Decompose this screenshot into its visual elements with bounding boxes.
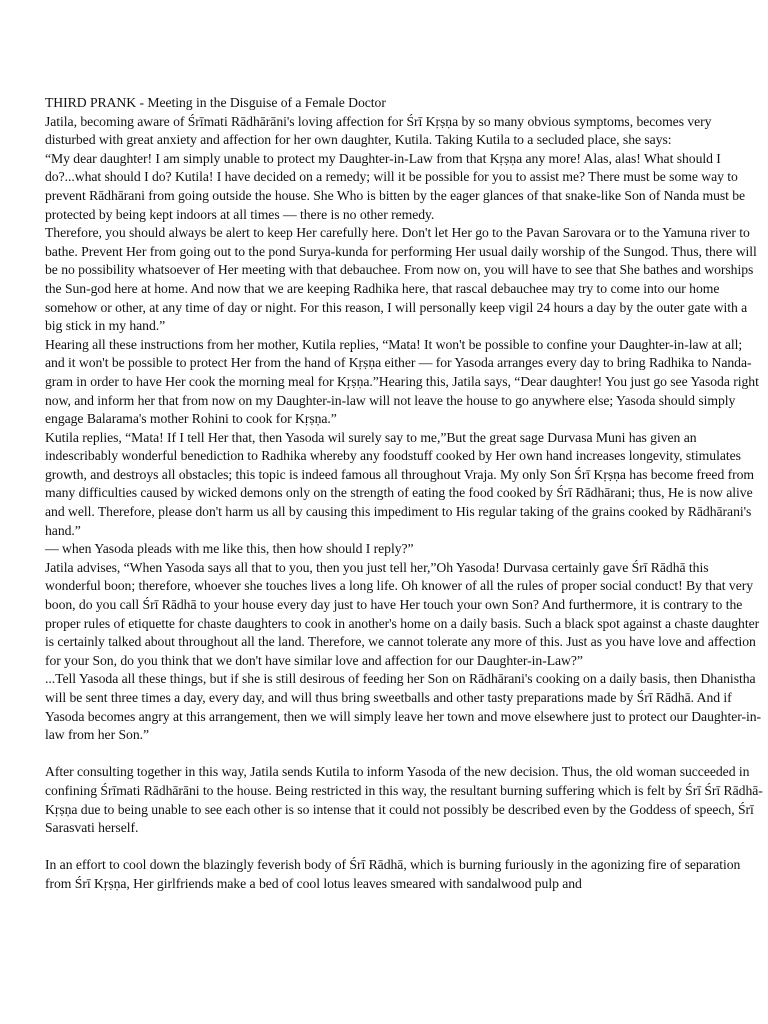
- paragraph-instructions: Therefore, you should always be alert to keep Her carefully here. Don't let Her go to the Pavan Sarovara or to the Yamuna river to bathe. Prevent Her from going out to the pond Surya-kunda for performing Her usual daily worship of the Sungod. Thus, there will be no possibility whatsoever of Her meeting with that debauchee. From now on, you will have to see that She bathes and worships the Sun-god here at home. And now that we are keeping Radhika here, that rascal debauchee may try to come into our home somehow or other, at any time of day or night. For this reason, I will personally keep vigil 24 hours a day by the outer gate with a big stick in my hand.”: [45, 225, 757, 334]
- paragraph-jatila-advises: Jatila advises, “When Yasoda says all that to you, then you just tell her,”Oh Yasoda! Durvasa certainly gave Śrī Rādhā this wonderful boon; therefore, whoever she touches lives a long life. Oh knower of all the rules of proper social conduct! By that very boon, do you call Śrī Rādhā to your house every day just to have Her touch your own Son? And furthermore, it is contrary to the proper rules of etiquette for chaste daughters to cook in another's home on a daily basis. Such a black spot against a chaste daughter is certainly talked about throughout all the land. Therefore, we cannot tolerate any more of this. Just as you have love and affection for your Son, do you think that we don't have similar love and affection for our Daughter-in-Law?”: [45, 559, 760, 668]
- paragraph-intro: Jatila, becoming aware of Śrīmati Rādhārāni's loving affection for Śrī Kṛṣṇa by so many obvious symptoms, becomes very disturbed with great anxiety and affection for her own daughter, Kutila. Taking Kutila to a secluded place, she says:: [45, 113, 712, 148]
- paragraph-durvasa-benediction: Kutila replies, “Mata! If I tell Her that, then Yasoda wil surely say to me,”But the great sage Durvasa Muni has given an indescribably wonderful benediction to Radhika whereby any foodstuff cooked by Her own hand increases longevity, stimulates growth, and destroys all obstacles; this topic is indeed famous all throughout Vraja. My only Son Śrī Kṛṣṇa has become freed from many difficulties caused by wicked demons only on the strength of eating the food cooked by Śrī Rādhārani; thus, He is now alive and well. Therefore, please don't harm us all by causing this impediment to His regular taking of the grains cooked by Rādhārani's hand.”: [45, 429, 755, 538]
- document-page: [45, 94, 765, 894]
- paragraph-cooling-effort: In an effort to cool down the blazingly feverish body of Śrī Rādhā, which is burning furiously in the agonizing fire of separation from Śrī Kṛṣṇa, Her girlfriends make a bed of cool lotus leaves smeared with sandalwood pulp and: [45, 857, 741, 891]
- paragraph-yasoda-pleads: — when Yasoda pleads with me like this, then how should I reply?”: [45, 541, 414, 557]
- paragraph-gap: [45, 838, 765, 857]
- paragraph-after-consulting: After consulting together in this way, Jatila sends Kutila to inform Yasoda of the new decision. Thus, the old woman succeeded in confining Śrīmati Rādhārāni to the house. Being restricted in this way, the resultant burning suffering which is felt by Śrī Śrī Rādhā-Kṛṣṇa due to being unable to see each other is so intense that it could not possibly be described even by the Goddess of speech, Śrī Sarasvati herself.: [45, 764, 763, 836]
- section-heading: THIRD PRANK - Meeting in the Disguise of a Female Doctor: [45, 95, 386, 110]
- paragraph-jatila-speech: “My dear daughter! I am simply unable to protect my Daughter-in-Law from that Kṛṣṇa any more! Alas, alas! What should I do?...what should I do? Kutila! I have decided on a remedy; will it be possible for you to assist me? There must be some way to prevent Rādhārani from going outside the house. She Who is bitten by the eager glances of that snake-like Son of Nanda must be protected by being kept indoors at all times — there is no other remedy.: [45, 150, 746, 222]
- paragraph-gap: [45, 745, 765, 764]
- paragraph-tell-yasoda: ...Tell Yasoda all these things, but if she is still desirous of feeding her Son on Rādhārani's cooking on a daily basis, then Dhanistha will be sent three times a day, every day, and will thus bring sweetballs and other tasty preparations made by Śrī Rādhā. And if Yasoda becomes angry at this arrangement, then we will simply leave her town and move elsewhere just to protect our Daughter-in-law from her Son.”: [45, 671, 762, 743]
- paragraph-kutila-reply: Hearing all these instructions from her mother, Kutila replies, “Mata! It won't be possible to confine your Daughter-in-law at all; and it won't be possible to protect Her from the hand of Kṛṣṇa either — for Yasoda arranges every day to bring Radhika to Nanda-gram in order to have Her cook the morning meal for Kṛṣṇa.”Hearing this, Jatila says, “Dear daughter! You just go see Yasoda right now, and inform her that from now on my Daughter-in-law will not leave the house to go anywhere else; Yasoda should simply engage Balarama's mother Rohini to cook for Kṛṣṇa.”: [45, 336, 759, 427]
